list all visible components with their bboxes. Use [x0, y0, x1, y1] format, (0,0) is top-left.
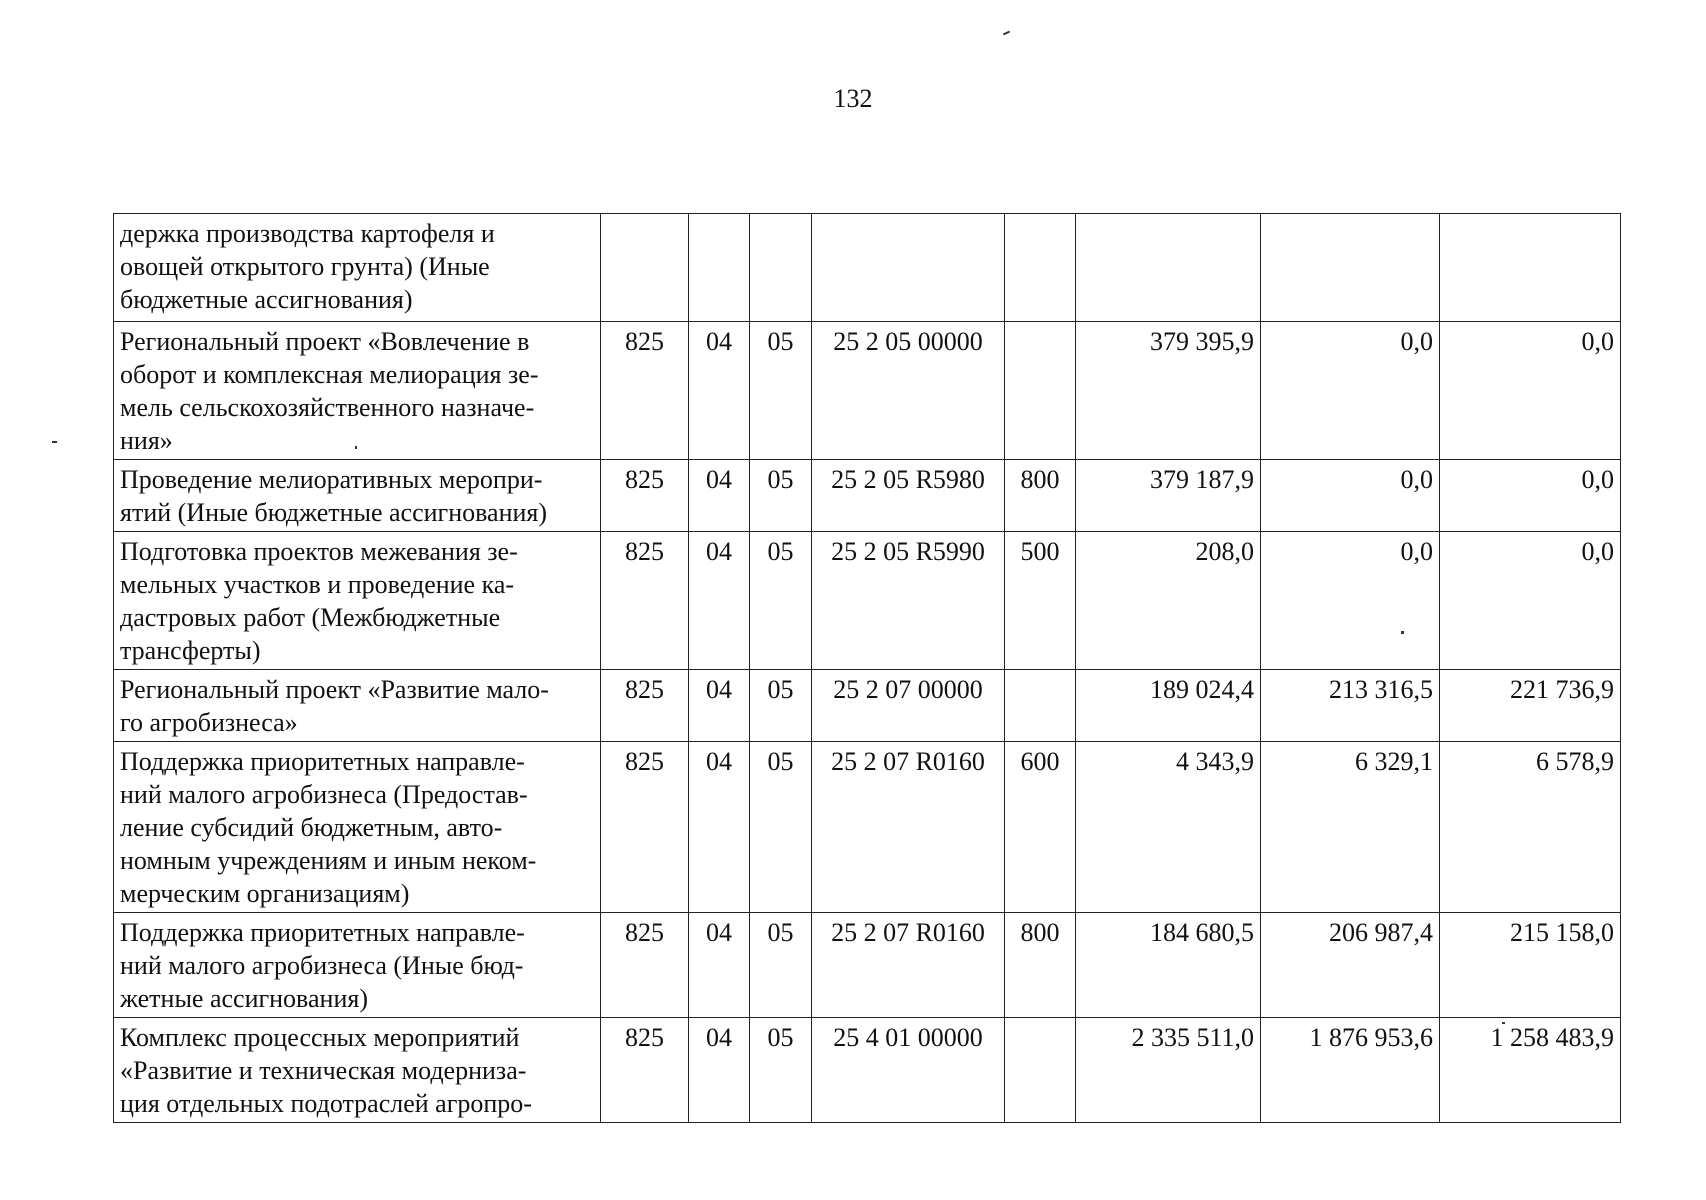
target-article-cell: 25 2 05 R5990	[812, 532, 1005, 670]
ministry-code-cell: 825	[601, 670, 689, 742]
item-name-cell	[114, 1018, 601, 1123]
target-article-cell: 25 2 05 R5980	[812, 460, 1005, 532]
expense-type-cell	[1005, 670, 1076, 742]
scan-mark	[1003, 31, 1010, 36]
expense-type-cell	[1005, 214, 1076, 322]
item-name-line: Подготовка проектов межевания зе-	[120, 537, 518, 566]
item-name-line: мель сельскохозяйственного назначе-	[120, 393, 535, 422]
expense-type-cell: 500	[1005, 532, 1076, 670]
item-name-line: Проведение мелиоративных меропри-	[120, 465, 543, 494]
item-name-line: трансферты)	[120, 636, 261, 665]
item-name-cell	[114, 214, 601, 322]
ministry-code-cell	[601, 214, 689, 322]
section-code-cell: 04	[689, 913, 750, 1018]
target-article-cell: 25 2 07 R0160	[812, 913, 1005, 1018]
target-article-cell	[812, 214, 1005, 322]
amount-year2-cell: 0,0	[1261, 322, 1440, 460]
expense-type-cell: 800	[1005, 913, 1076, 1018]
table-row	[114, 742, 1621, 913]
item-name-line: мельных участков и проведение ка-	[120, 570, 515, 599]
table-row	[114, 322, 1621, 460]
subsection-code-cell	[750, 214, 812, 322]
amount-year3-cell: 0,0	[1440, 322, 1621, 460]
target-article-cell: 25 2 07 00000	[812, 670, 1005, 742]
subsection-code-cell: 05	[750, 322, 812, 460]
item-name-line: жетные ассигнования)	[120, 984, 368, 1013]
target-article-cell: 25 2 07 R0160	[812, 742, 1005, 913]
table-row	[114, 670, 1621, 742]
item-name-line: номным учреждениям и иным неком-	[120, 846, 537, 875]
section-code-cell: 04	[689, 322, 750, 460]
target-article-cell: 25 2 05 00000	[812, 322, 1005, 460]
ministry-code-cell: 825	[601, 322, 689, 460]
expense-type-cell	[1005, 1018, 1076, 1123]
section-code-cell: 04	[689, 1018, 750, 1123]
ministry-code-cell: 825	[601, 913, 689, 1018]
amount-year1-cell: 379 187,9	[1076, 460, 1261, 532]
item-name-line: дастровых работ (Межбюджетные	[120, 603, 501, 632]
budget-table	[113, 213, 1621, 1123]
expense-type-cell: 600	[1005, 742, 1076, 913]
item-name-line: ятий (Иные бюджетные ассигнования)	[120, 498, 548, 527]
item-name-line: ния»	[120, 426, 173, 455]
item-name-line: Поддержка приоритетных направле-	[120, 747, 525, 776]
subsection-code-cell: 05	[750, 670, 812, 742]
ministry-code-cell: 825	[601, 742, 689, 913]
item-name-line: овощей открытого грунта) (Иные	[120, 252, 490, 281]
amount-year2-cell: 1 876 953,6	[1261, 1018, 1440, 1123]
item-name-line: оборот и комплексная мелиорация зе-	[120, 360, 539, 389]
subsection-code-cell: 05	[750, 913, 812, 1018]
item-name-line: го агробизнеса»	[120, 708, 298, 737]
amount-year2-cell: 213 316,5	[1261, 670, 1440, 742]
amount-year2-cell	[1261, 214, 1440, 322]
amount-year1-cell: 2 335 511,0	[1076, 1018, 1261, 1123]
item-name-cell	[114, 670, 601, 742]
amount-year1-cell: 4 343,9	[1076, 742, 1261, 913]
item-name-line: ний малого агробизнеса (Предостав-	[120, 780, 528, 809]
item-name-line: Комплекс процессных мероприятий	[120, 1023, 520, 1052]
subsection-code-cell: 05	[750, 532, 812, 670]
section-code-cell	[689, 214, 750, 322]
item-name-cell	[114, 742, 601, 913]
ministry-code-cell: 825	[601, 1018, 689, 1123]
amount-year1-cell	[1076, 214, 1261, 322]
amount-year1-cell: 379 395,9	[1076, 322, 1261, 460]
amount-year1-cell: 189 024,4	[1076, 670, 1261, 742]
target-article-cell: 25 4 01 00000	[812, 1018, 1005, 1123]
page-number: 132	[833, 84, 873, 113]
item-name-cell	[114, 532, 601, 670]
item-name-line: ний малого агробизнеса (Иные бюд-	[120, 951, 524, 980]
amount-year3-cell: 6 578,9	[1440, 742, 1621, 913]
amount-year1-cell: 184 680,5	[1076, 913, 1261, 1018]
item-name-cell	[114, 322, 601, 460]
amount-year1-cell: 208,0	[1076, 532, 1261, 670]
subsection-code-cell: 05	[750, 460, 812, 532]
amount-year2-cell: 206 987,4	[1261, 913, 1440, 1018]
amount-year3-cell: 221 736,9	[1440, 670, 1621, 742]
table-row	[114, 460, 1621, 532]
item-name-line: Поддержка приоритетных направле-	[120, 918, 525, 947]
section-code-cell: 04	[689, 460, 750, 532]
amount-year2-cell: 0,0	[1261, 532, 1440, 670]
subsection-code-cell: 05	[750, 1018, 812, 1123]
subsection-code-cell: 05	[750, 742, 812, 913]
amount-year3-cell: 0,0	[1440, 460, 1621, 532]
amount-year3-cell: 1 258 483,9	[1440, 1018, 1621, 1123]
scan-mark	[52, 441, 57, 443]
item-name-line: Региональный проект «Вовлечение в	[120, 327, 530, 356]
item-name-line: мерческим организациям)	[120, 879, 410, 908]
table-body	[114, 214, 1621, 1123]
amount-year3-cell: 215 158,0	[1440, 913, 1621, 1018]
section-code-cell: 04	[689, 670, 750, 742]
table-row	[114, 1018, 1621, 1123]
ministry-code-cell: 825	[601, 532, 689, 670]
item-name-line: «Развитие и техническая модерниза-	[120, 1056, 527, 1085]
amount-year3-cell: 0,0	[1440, 532, 1621, 670]
item-name-cell	[114, 913, 601, 1018]
expense-type-cell: 800	[1005, 460, 1076, 532]
amount-year2-cell: 6 329,1	[1261, 742, 1440, 913]
table-row	[114, 214, 1621, 322]
item-name-line: бюджетные ассигнования)	[120, 285, 413, 314]
table-row	[114, 532, 1621, 670]
table-row	[114, 913, 1621, 1018]
item-name-cell	[114, 460, 601, 532]
ministry-code-cell: 825	[601, 460, 689, 532]
item-name-line: ция отдельных подотраслей агропро-	[120, 1089, 532, 1118]
section-code-cell: 04	[689, 742, 750, 913]
section-code-cell: 04	[689, 532, 750, 670]
amount-year3-cell	[1440, 214, 1621, 322]
item-name-line: держка производства картофеля и	[120, 219, 495, 248]
item-name-line: Региональный проект «Развитие мало-	[120, 675, 549, 704]
expense-type-cell	[1005, 322, 1076, 460]
item-name-line: ление субсидий бюджетным, авто-	[120, 813, 503, 842]
amount-year2-cell: 0,0	[1261, 460, 1440, 532]
